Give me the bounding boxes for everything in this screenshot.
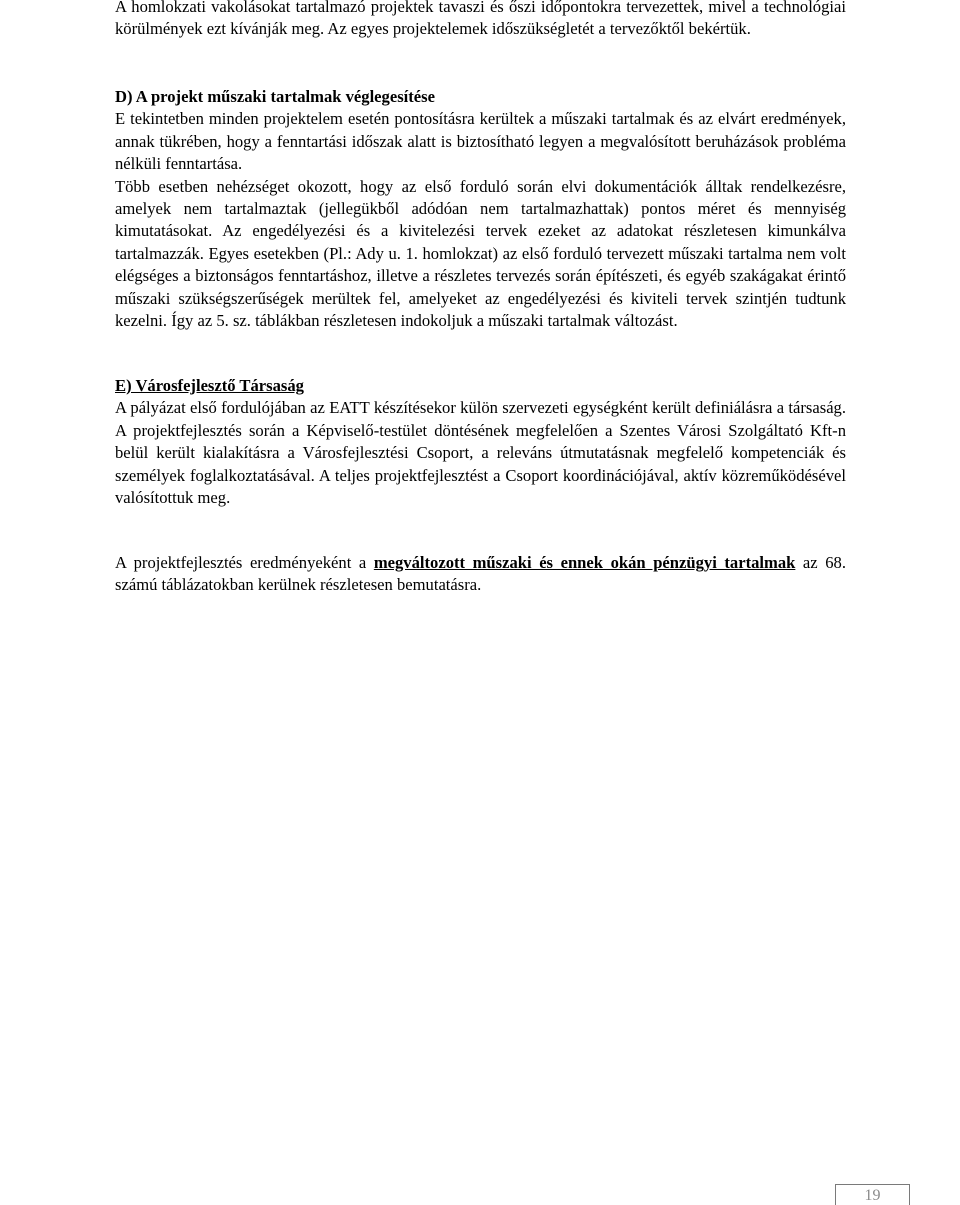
summary-text-before: A projektfejlesztés eredményeként a [115,553,374,572]
section-d-paragraph-1: E tekintetben minden projektelem esetén pontosításra kerültek a műszaki tartalmak és az elvárt eredmények, annak tükrében, hogy a fenntartási időszak alatt is biztosítható legyen a megvalósított beruházások probléma nélküli fenntartása. [115,109,846,174]
page-number: 19 [864,1187,881,1204]
section-e [115,375,846,509]
summary-text-after: az 68. számú táblázatokban kerülnek részletesen bemutatásra. [115,553,846,595]
section-d [115,86,846,332]
section-d-paragraph-2: Több esetben nehézséget okozott, hogy az első forduló során elvi dokumentációk álltak rendelkezésre, amelyek nem tartalmaztak (jellegükből adódóan nem tartalmazhattak) pontos méret és mennyiség kimutatásokat. Az engedélyezési és a kivitelezési tervek ezeket az adatokat részletesen kimunkálva tartalmazzák. Egyes esetekben (Pl.: Ady u. 1. homlokzat) az első forduló tervezett műszaki tartalma nem volt elégséges a biztonságos fenntartáshoz, illetve a részletes tervezés során építészeti, és egyéb szakágakat érintő műszaki szükségszerűségek merültek fel, amelyeket az engedélyezési és kiviteli tervek szintjén tudtunk kezelni. Így az 5. sz. táblákban részletesen indokoljuk a műszaki tartalmak változást. [115,176,846,331]
page-number-box [835,1184,910,1205]
section-e-paragraph: A pályázat első fordulójában az EATT készítésekor külön szervezeti egységként került definiálásra a társaság. A projektfejlesztés során a Képviselő-testület döntésének megfelelően a Szentes Városi Szolgáltató Kft-n belül került kialakításra a Városfejlesztési Csoport, a releváns útmutatásnak megfelelő kompetenciák és személyek foglalkoztatásával. A teljes projektfejlesztést a Csoport koordinációjával, aktív közreműködésével valósítottuk meg. [115,398,846,508]
section-e-title: E) Városfejlesztő Társaság [115,376,304,395]
summary-paragraph [115,552,846,597]
intro-paragraph: A homlokzati vakolásokat tartalmazó projektek tavaszi és őszi időpontokra tervezettek, mivel a technológiai körülmények ezt kívánják meg. Az egyes projektelemek időszükségletét a tervezőktől bekértük. [115,0,846,39]
summary-emphasis: megváltozott műszaki és ennek okán pénzügyi tartalmak [373,553,796,572]
section-d-title: D) A projekt műszaki tartalmak véglegesítése [115,87,435,106]
